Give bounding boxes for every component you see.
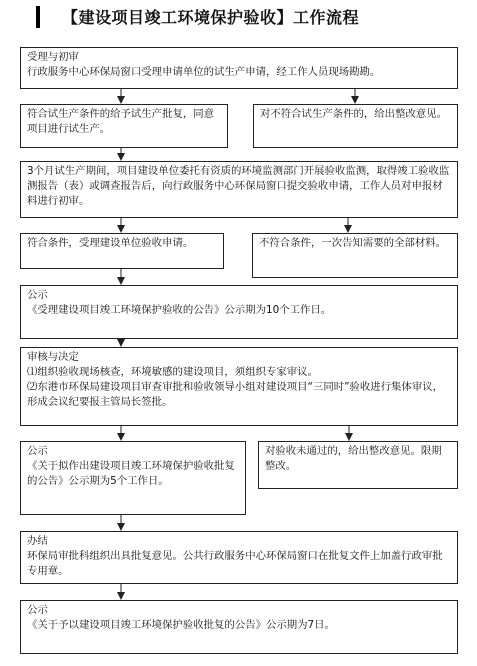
step-completion-label: 办结 [27,535,48,547]
step-monitoring-text: 3个月试生产期间，项目建设单位委托有资质的环境监测部门开展验收监测，取得竣工验收监测报告（表）或调查报告后，向行政服务中心环保局窗口提交验收申请，工作人员对申报材料进行初审。 [27,165,450,207]
step-conditions-met-text: 符合条件，受理建设单位验收申请。 [27,237,194,249]
step-accept [20,47,458,89]
step-notice-acceptance-label: 公示 [27,289,48,301]
step-notice-final-approval [20,600,458,654]
step-conditions-unmet-text: 不符合条件，一次告知需要的全部材料。 [259,237,447,249]
step-acceptance-failed-text: 对验收未通过的，给出整改意见。限期整改。 [265,445,442,472]
step-notice-proposed-label: 公示 [27,445,48,457]
step-completion-text: 环保局审批科组织出具批复意见。公共行政服务中心环保局窗口在批复文件上加盖行政审批专用章。 [27,550,443,577]
step-review-label: 审核与决定 [27,351,79,363]
step-accept-label: 受理与初审 [27,51,79,63]
step-trial-approved-text: 符合试生产条件的给予试生产批复，同意项目进行试生产。 [27,108,215,135]
step-notice-proposed-text: 《关于拟作出建设项目竣工环境保护验收批复的公告》公示期为5个工作日。 [27,460,235,487]
step-review-line1: ⑴组织验收现场核查，环境敏感的建设项目，须组织专家审议。 [27,366,318,378]
step-monitoring [20,161,458,218]
step-notice-acceptance-text: 《受理建设项目竣工环境保护验收的公告》公示期为10个工作日。 [27,304,332,316]
step-notice-acceptance [20,285,458,339]
step-notice-proposed-approval [20,441,246,515]
step-trial-rejected [253,104,458,148]
step-notice-final-label: 公示 [27,604,48,616]
step-conditions-unmet [252,233,458,278]
step-review-decision [20,347,458,426]
step-conditions-met [20,233,224,269]
step-trial-rejected-text: 对不符合试生产条件的，给出整改意见。 [260,108,448,120]
step-trial-approved [20,104,228,148]
step-review-line2: ⑵东港市环保局建设项目审查审批和验收领导小组对建设项目“三同时”验收进行集体审议，形成会议纪要报主管局长签批。 [27,381,443,408]
step-accept-text: 行政服务中心环保局窗口受理申请单位的试生产申请，经工作人员现场勘勘。 [27,66,381,78]
step-acceptance-failed [258,441,458,489]
page-title: 【建设项目竣工环境保护验收】工作流程 [62,8,360,27]
step-notice-final-text: 《关于予以建设项目竣工环境保护验收批复的公告》公示期为7日。 [27,619,335,631]
step-completion [20,531,458,584]
